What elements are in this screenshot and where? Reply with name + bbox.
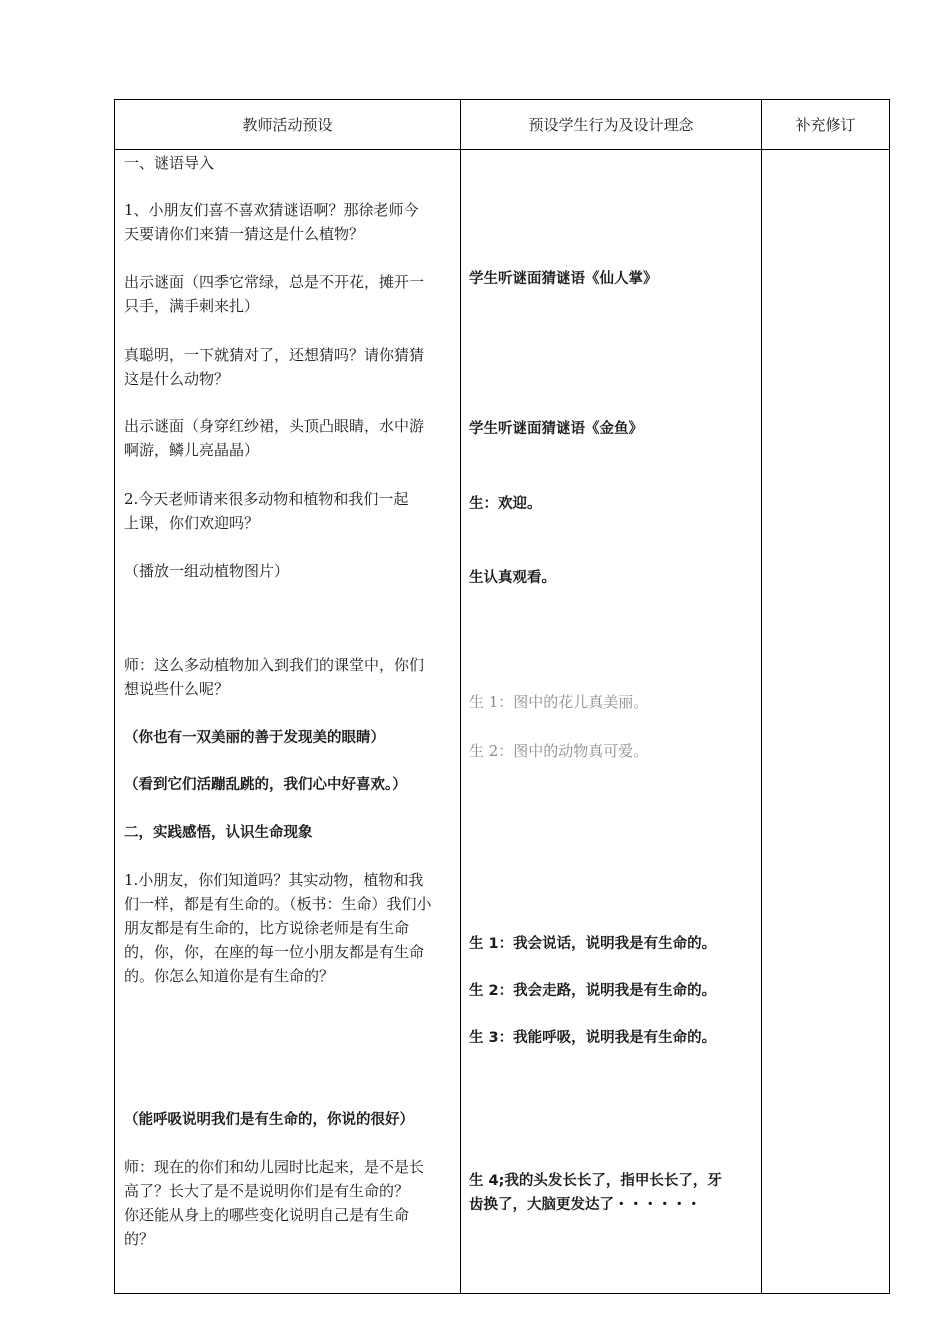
section-title: 一、谜语导入 (124, 154, 215, 172)
student-response: 生 2：我会走路，说明我是有生命的。 (469, 983, 717, 999)
student-response: 生 1：我会说话，说明我是有生命的。 (469, 936, 717, 952)
teacher-paragraph: 真聪明，一下就猜对了，还想猜吗？请你猜猜 这是什么动物？ (124, 346, 425, 388)
teacher-paragraph: （能呼吸说明我们是有生命的，你说的很好） (124, 1112, 414, 1128)
teacher-paragraph: 1.小朋友，你们知道吗？其实动物，植物和我 们一样，都是有生命的。（板书：生命）我们小 朋友都是有生命的，比方说徐老师是有生命 的，你，你，在座的每一位小朋友都是有生命 的。你怎么知道你是有生命的？ (124, 871, 432, 985)
teacher-paragraph: （播放一组动植物图片） (124, 562, 290, 580)
teacher-paragraph: 2.今天老师请来很多动物和植物和我们一起 上课，你们欢迎吗？ (124, 490, 409, 532)
header-supplement: 补充修订 (795, 116, 856, 134)
teacher-paragraph: 出示谜面（四季它常绿，总是不开花，摊开一 只手，满手刺来扎） (124, 273, 425, 315)
teacher-paragraph: 1、小朋友们喜不喜欢猜谜语啊？那徐老师今 天要请你们来猜一猜这是什么植物？ (124, 201, 419, 243)
student-response: 生：欢迎。 (469, 496, 542, 512)
teacher-paragraph: 师：现在的你们和幼儿园时比起来，是不是长 高了？长大了是不是说明你们是有生命的？ 你还能从身上的哪些变化说明自己是有生命 的？ (124, 1158, 425, 1248)
section-title: 二，实践感悟，认识生命现象 (124, 825, 313, 841)
column-divider (761, 100, 762, 1293)
student-response: 生 4;我的头发长长了，指甲长长了，牙 齿换了，大脑更发达了・・・・・・ (469, 1173, 722, 1213)
teacher-paragraph: （看到它们活蹦乱跳的，我们心中好喜欢。） (124, 777, 407, 793)
student-response: 学生听谜面猜谜语《金鱼》 (469, 421, 643, 437)
student-response: 生 3：我能呼吸，说明我是有生命的。 (469, 1030, 717, 1046)
teacher-paragraph: （你也有一双美丽的善于发现美的眼睛） (124, 730, 385, 746)
teacher-paragraph: 出示谜面（身穿红纱裙，头顶凸眼睛，水中游 啊游，鳞儿亮晶晶） (124, 417, 425, 459)
student-response: 生 1：图中的花儿真美丽。 (469, 693, 649, 711)
header-student-behavior: 预设学生行为及设计理念 (528, 116, 694, 134)
student-response: 学生听谜面猜谜语《仙人掌》 (469, 271, 658, 287)
column-divider (460, 100, 461, 1293)
header-divider (115, 149, 889, 150)
teacher-paragraph: 师：这么多动植物加入到我们的课堂中，你们 想说些什么呢？ (124, 656, 425, 698)
student-response: 生认真观看。 (469, 570, 556, 586)
header-teacher-activity: 教师活动预设 (242, 116, 333, 134)
student-response: 生 2：图中的动物真可爱。 (469, 742, 649, 760)
lesson-plan-table (114, 99, 890, 1294)
